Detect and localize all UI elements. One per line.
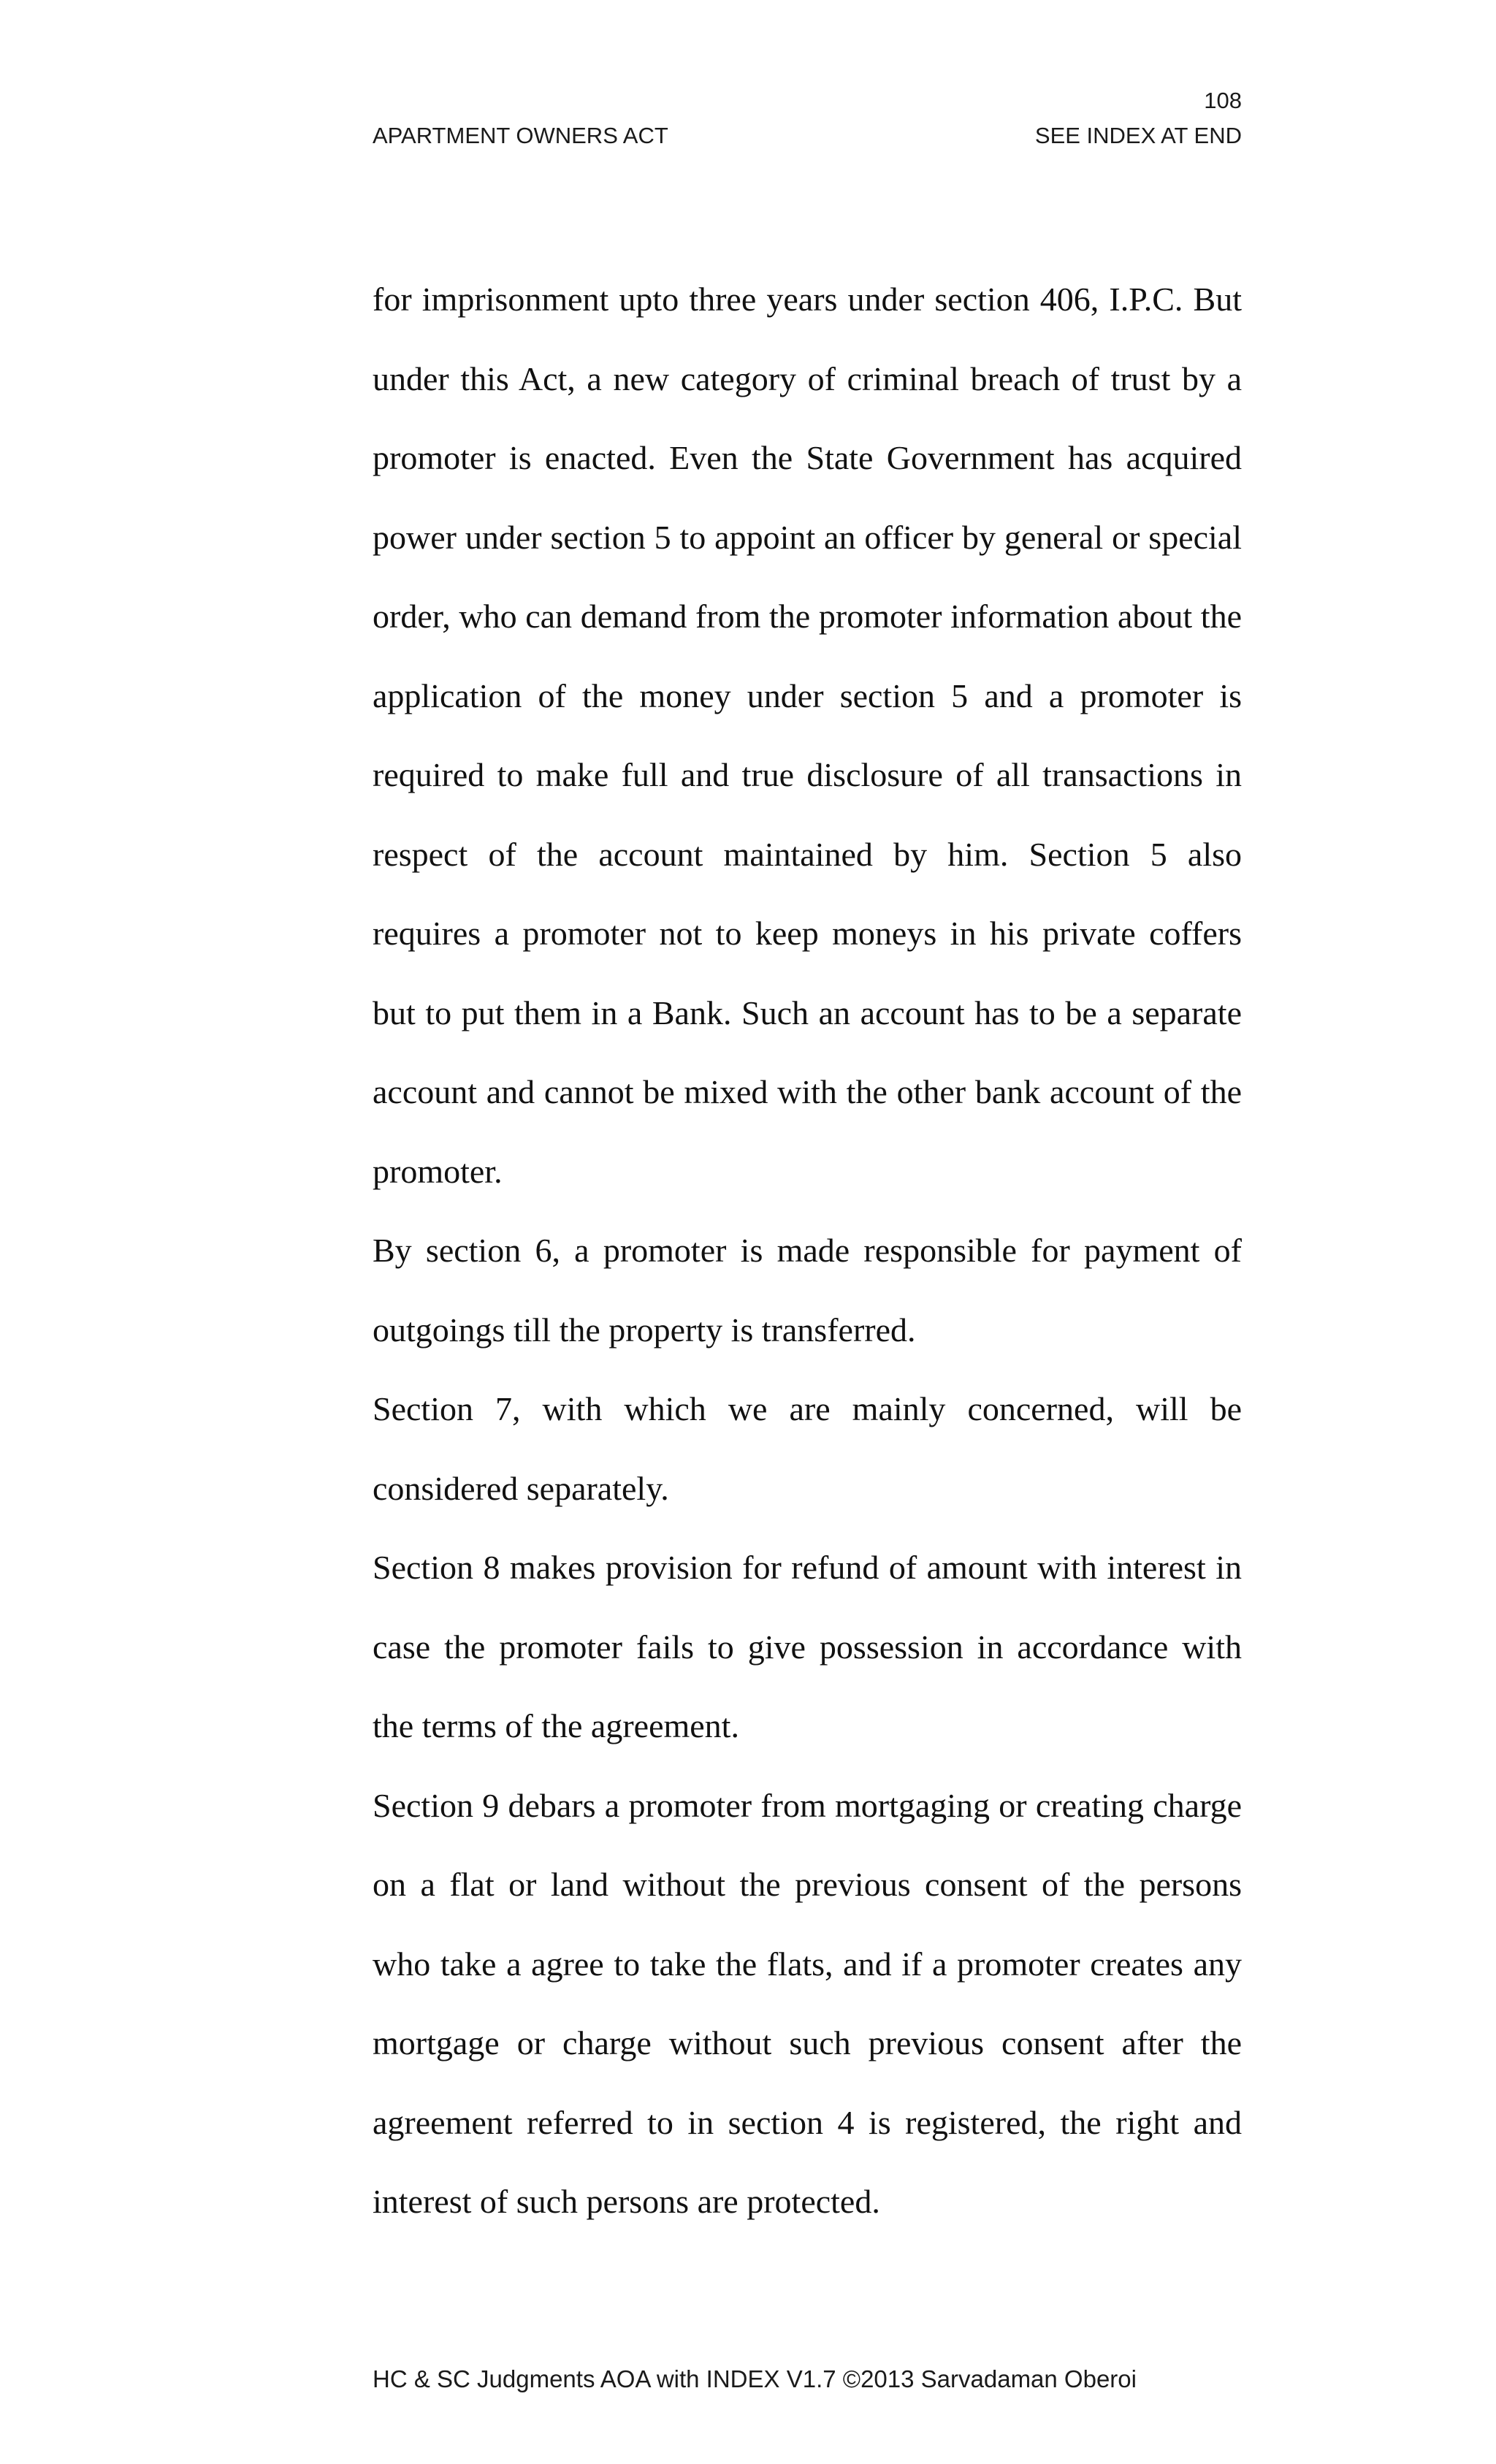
- paragraph: Section 9 debars a promoter from mortgaging or creating charge on a flat or land without the previous consent of the persons who take a agree to take the flats, and if a promoter creates any mortgage or charge without such previous consent after the agreement referred to in section 4 is registered, the right and interest of such persons are protected.: [373, 1786, 1242, 2220]
- paragraph: By section 6, a promoter is made responsible for payment of outgoings till the property is transferred.: [373, 1232, 1242, 1349]
- header-index-note: SEE INDEX AT END: [1034, 123, 1242, 148]
- paragraph: Section 8 makes provision for refund of amount with interest in case the promoter fails to give possession in accordance with the terms of the agreement.: [373, 1549, 1242, 1744]
- page-footer: HC & SC Judgments AOA with INDEX V1.7 ©2013 Sarvadaman Oberoi: [373, 2365, 1137, 2392]
- paragraph: for imprisonment upto three years under section 406, I.P.C. But under this Act, a new category of criminal breach of trust by a promoter is enacted. Even the State Government has acquired power under section 5 to appoint an officer by general or special order, who can demand from the promoter information about the application of the money under section 5 and a promoter is required to make full and true disclosure of all transactions in respect of the account maintained by him. Section 5 also requires a promoter not to keep moneys in his private coffers but to put them in a Bank. Such an account has to be a separate account and cannot be mixed with the other bank account of the promoter.: [373, 281, 1242, 1190]
- running-header: [373, 124, 1242, 147]
- body-text: [373, 260, 1242, 2242]
- paragraph: Section 7, with which we are mainly concerned, will be considered separately.: [373, 1390, 1242, 1507]
- page-number: 108: [1204, 88, 1242, 113]
- header-title: APARTMENT OWNERS ACT: [373, 123, 668, 148]
